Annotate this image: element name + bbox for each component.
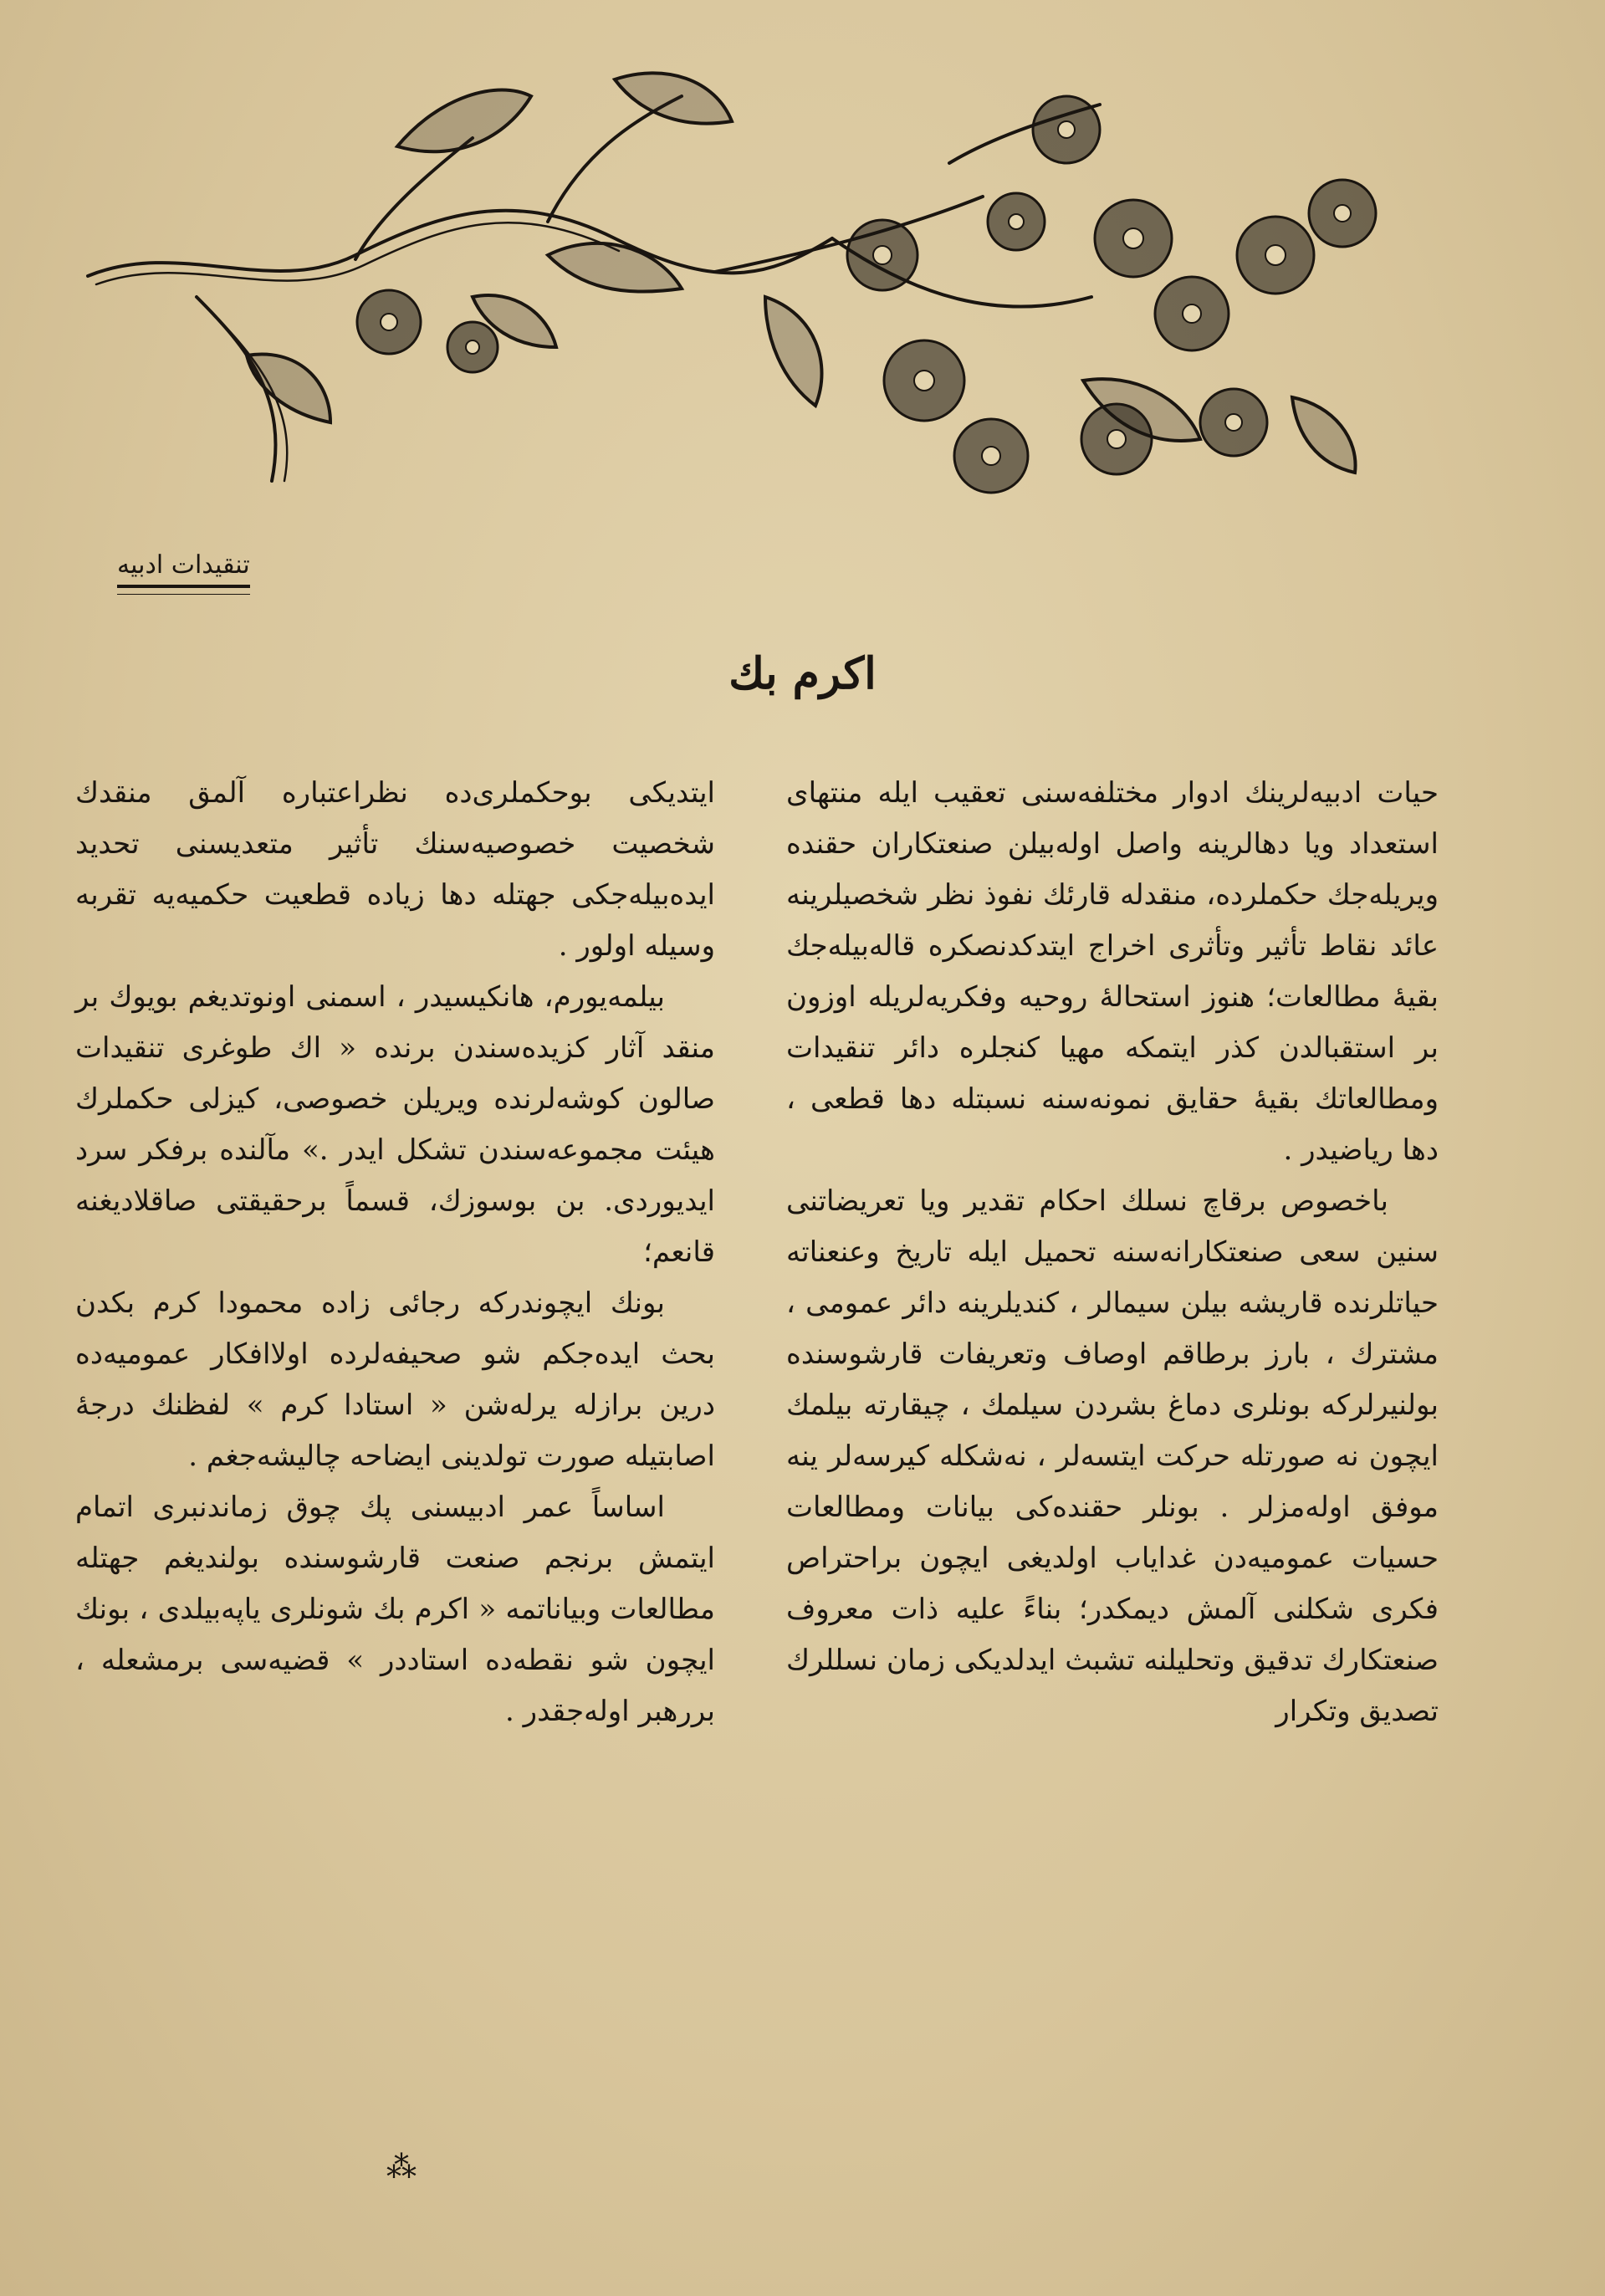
floral-vine-ornament <box>79 46 1401 523</box>
paragraph: بونك ایچوندركه رجائی زاده محمودا كرم بكدن بحث ایده‌جكم شو صحیفه‌لرده اولاافكار عمومیه‌ده درین برازله یرله‌شن « استادا كرم » لفظنك درجهٔ اصابتیله صورت تولدینی ایضاحه چالیشه‌جغم . <box>75 1286 715 1473</box>
asterism-divider: ⁂ <box>386 2150 417 2185</box>
paragraph: اساساً عمر ادبیسنی پك چوق زماندنبری اتمام ایتمش برنجم صنعت قارشوسنده بولندیغم جهتله مطالعات وبیاناتمه « اكرم بك شونلری یاپه‌بیلدی ، بونك ایچون شو نقطه‌ده استاددر » قضیه‌سی برمشعله ، بررهبر اوله‌جقدر . <box>75 1491 715 1728</box>
column-right <box>786 768 1439 1737</box>
section-label: تنقیدات ادبیه <box>117 550 250 588</box>
paragraph: باخصوص برقاچ نسلك احكام تقدیر ویا تعریضاتنی سنین سعی صنعتكارانه‌سنه تحمیل ایله تاریخ وعنعناته حیاتلرنده قاریشه بیلن سیمالر ، كندیلرینه دائر عمومی ، مشترك ، بارز برطاقم اوصاف وتعریفات قارشوسنده بولنیرلركه بونلری دماغ بشردن سیلمك ، چیقارته بیلمك ایچون نه صورتله حركت ایتسه‌لر ، نه‌شكله كیرسه‌لر ینه موفق اوله‌مزلر . بونلر حقنده‌كی بیانات ومطالعات حسیات عمومیه‌دن غدایاب اولدیغی ایچون براحتراص فكری شكلنی آلمش دیمكدر؛ بناءً علیه ذات معروف صنعتكارك تدقیق وتحلیلنه تشبث ایدلدیكی زمان نسللرك تصدیق وتكرار <box>786 1184 1439 1728</box>
paragraph: حیات ادبیه‌لرینك ادوار مختلفه‌سنی تعقیب ایله منتهای استعداد ویا دهالرینه واصل اوله‌بیلن صنعتكاران حقنده ویریله‌جك حكملرده، منقدله قارئك نفوذ نظر شخصیلرینه عائد نقاط تأثیر وتأثری اخراج ایتدكدنصكره قاله‌بیله‌جك بقیهٔ مطالعات؛ هنوز استحالهٔ روحیه وفكریه‌لریله اوزون بر استقبالدن كذر ایتمكه مهیا كنجلره دائر تنقیدات ومطالعاتك بقیهٔ حقایق نمونه‌سنه نسبتله دها قطعی ، دها ریاضیدر . <box>786 776 1439 1167</box>
paragraph: ایتدیكی بوحكملری‌ده نظراعتباره آلمق منقدك شخصیت خصوصیه‌سنك تأثیر متعدیسنی تحدید ایده‌بیله‌جكی جهتله دها زیاده قطعیت حكمیه‌یه تقربه وسیله اولور . <box>75 776 715 963</box>
column-left <box>75 768 715 1737</box>
paragraph: بیلمه‌یورم، هانكیسیدر ، اسمنی اونوتدیغم بویوك بر منقد آثار كزیده‌سندن برنده « اك طوغری تنقیدات صالون كوشه‌لرنده ویریلن خصوصی، كیزلی حكملرك هیئت مجموعه‌سندن تشكل ایدر .» مآلنده برفكر سرد ایدیوردی. بن بوسوزك، قسماً برحقیقتی صاقلادیغنه قانعم؛ <box>75 980 715 1269</box>
page-title: اکرم بك <box>728 648 877 699</box>
